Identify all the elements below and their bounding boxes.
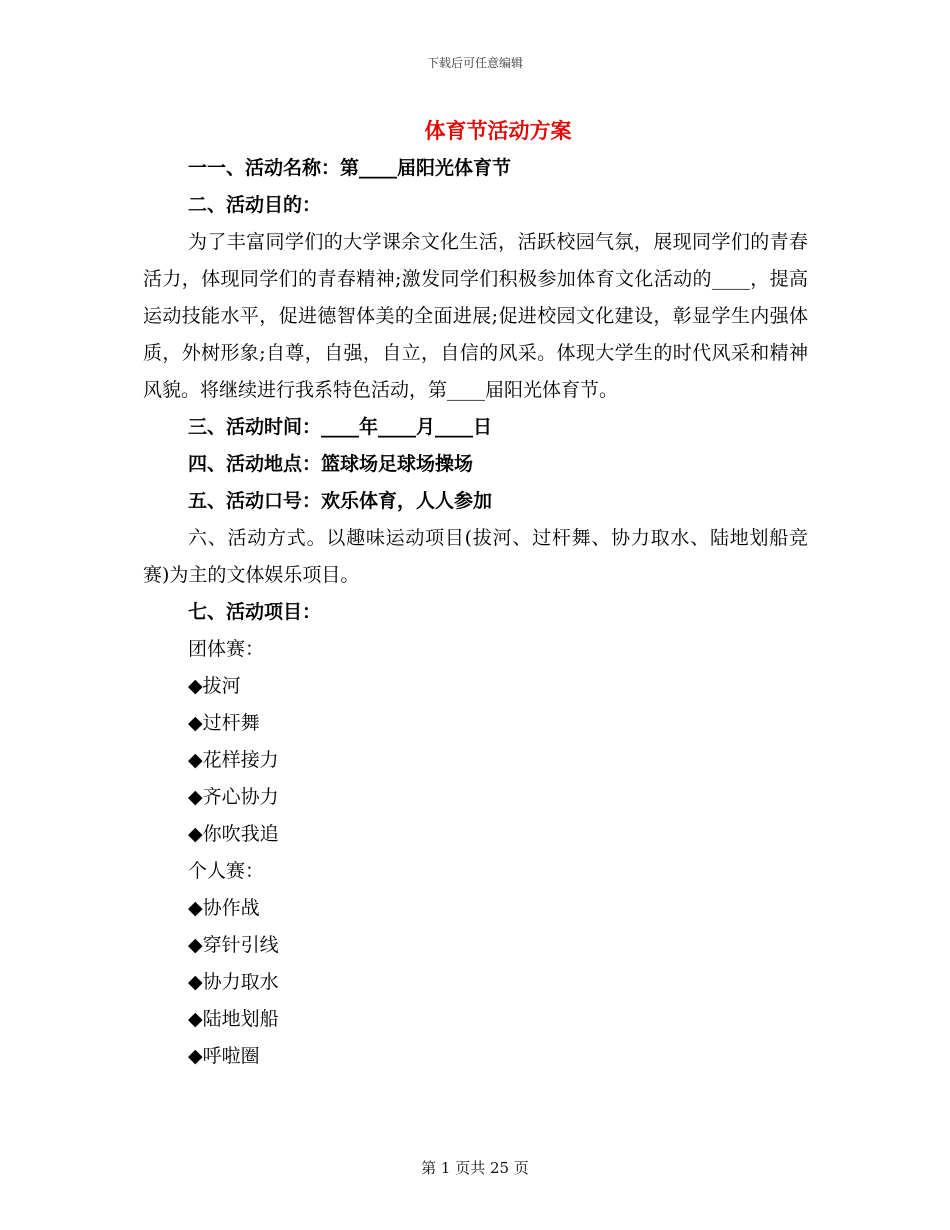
team-label: 团体赛： [188,638,265,660]
individual-item: ◆穿针引线 [188,934,279,956]
document-body [143,150,808,1075]
section-slogan: 五、活动口号：欢乐体育，人人参加 [188,490,493,512]
team-item: ◆拔河 [188,675,241,697]
document-title: 体育节活动方案 [424,118,572,143]
page-header: 下载后可任意编辑 [426,56,523,70]
team-item: ◆你吹我追 [188,823,279,845]
individual-item: ◆协力取水 [188,971,279,993]
team-item: ◆齐心协力 [188,786,279,808]
purpose-paragraph: 为了丰富同学们的大学课余文化生活，活跃校园气氛，展现同学们的青春活力，体现同学们的青春精神;激发同学们积极参加体育文化活动的____，提高运动技能水平，促进德智体美的全面进展;促进校园文化建设，彰显学生内强体质，外树形象;自尊，自强，自立，自信的风采。体现大学生的时代风采和精神风貌。将继续进行我系特色活动，第____届阳光体育节。 [143,231,808,401]
section-items-heading: 七、活动项目： [188,601,322,623]
section-activity-name: 一一、活动名称：第____届阳光体育节 [188,157,512,179]
section-time: 三、活动时间：____年____月____日 [188,416,493,438]
section-purpose-heading: 二、活动目的： [188,194,322,216]
individual-item: ◆呼啦圈 [188,1045,260,1067]
section-location: 四、活动地点：篮球场足球场操场 [188,453,474,475]
page-footer: 第 1 页共 25 页 [421,1159,529,1177]
individual-label: 个人赛： [188,860,265,882]
team-item: ◆花样接力 [188,749,279,771]
individual-item: ◆协作战 [188,897,260,919]
section-method: 六、活动方式。以趣味运动项目(拔河、过杆舞、协力取水、陆地划船竞赛)为主的文体娱乐项目。 [143,527,808,586]
individual-item: ◆陆地划船 [188,1008,279,1030]
team-item: ◆过杆舞 [188,712,260,734]
